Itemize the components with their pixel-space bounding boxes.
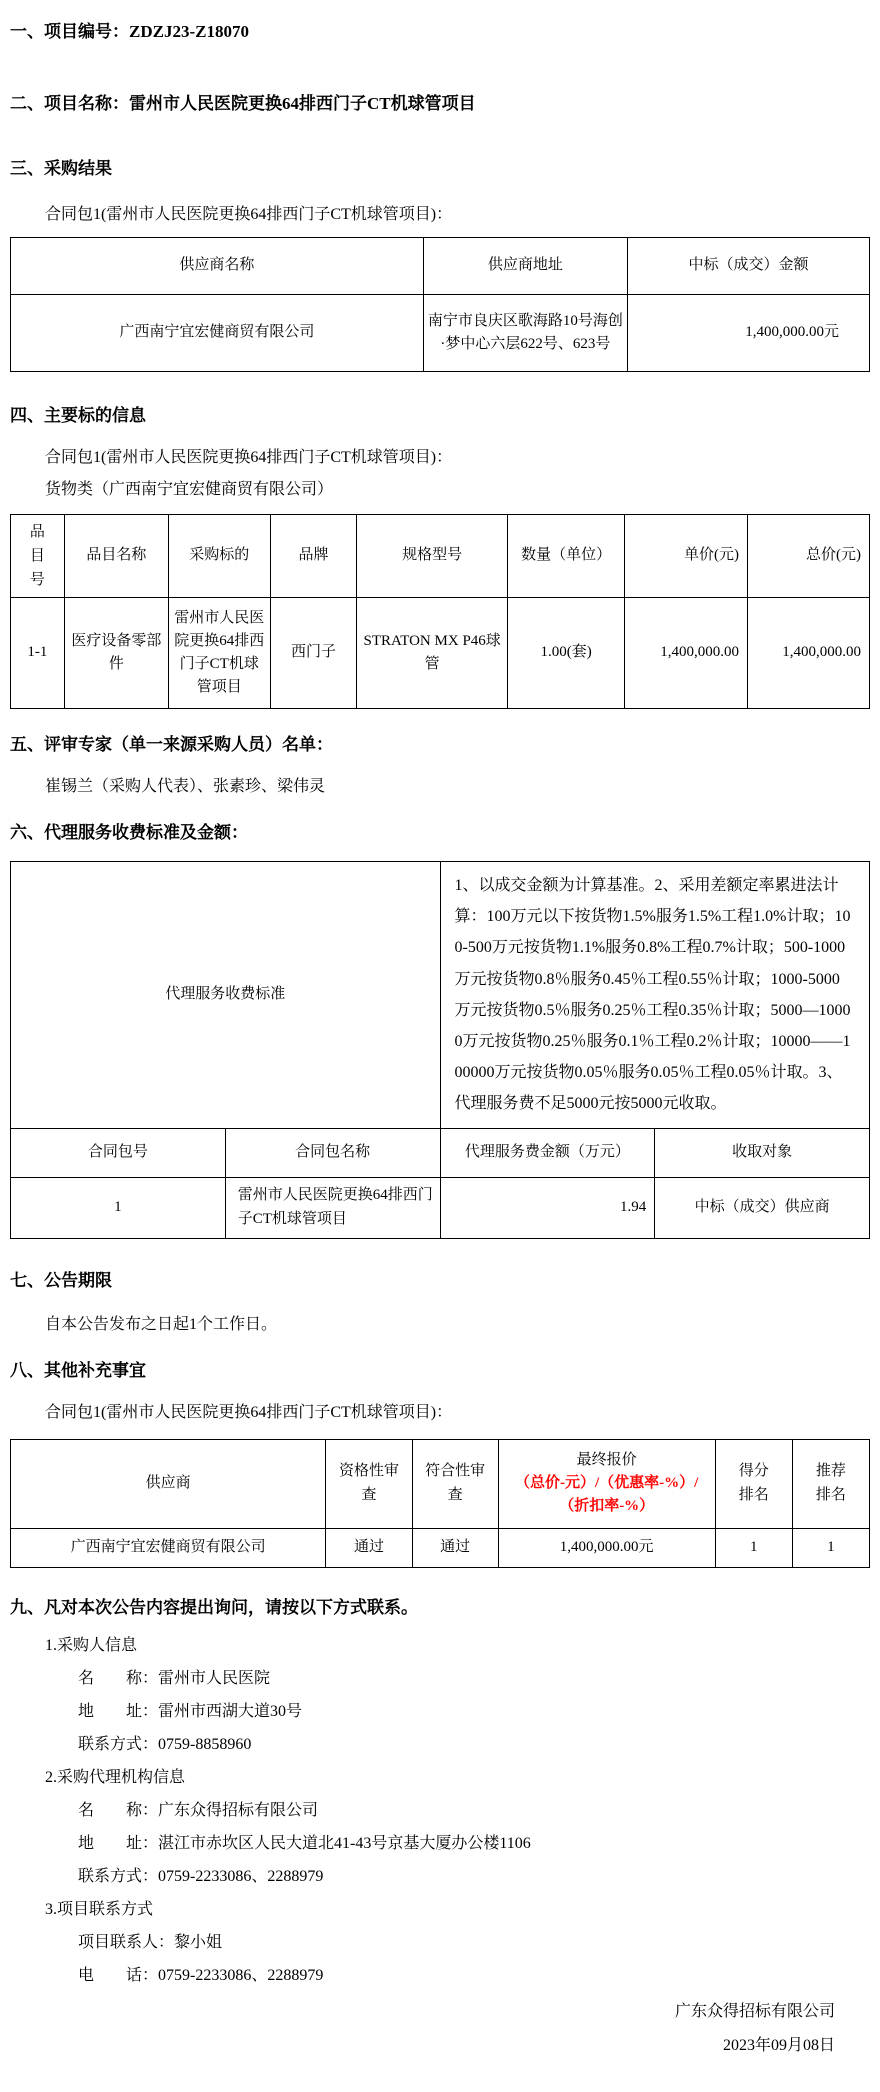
main-subject-table — [10, 514, 870, 709]
footer-agency-name: 广东众得招标有限公司 — [674, 2002, 835, 2020]
supplier-address-cell: 南宁市良庆区歌海路10号海创·梦中心六层622号、623号 — [423, 295, 627, 372]
model-header: 规格型号 — [357, 515, 507, 598]
recommend-rank-header-text: 推荐排名 — [815, 1463, 846, 1503]
supplier-name-cell: 广西南宁宜宏健商贸有限公司 — [11, 295, 424, 372]
unit-price-header: 单价(元) — [625, 515, 748, 598]
project-contact-heading: 3.项目联系方式 — [45, 1900, 154, 1918]
project-contact-phone: 电 话：0759-2233086、2288979 — [78, 1966, 324, 1984]
supplementary-package-line: 合同包1(雷州市人民医院更换64排西门子CT机球管项目)： — [45, 1403, 453, 1421]
supplementary-review-table — [10, 1439, 870, 1568]
purchaser-name: 名 称：雷州市人民医院 — [78, 1669, 271, 1687]
section-agency-fee-title: 六、代理服务收费标准及金额： — [10, 823, 248, 842]
table-header-row — [11, 238, 870, 295]
fee-amount-header: 代理服务费金额（万元） — [440, 1128, 655, 1177]
table-header-row — [11, 515, 870, 598]
fee-standard-text-cell: 1、以成交金额为计算基准。2、采用差额定率累进法计算：100万元以下按货物1.5%服务1.5%工程1.0%计取；100-500万元按货物1.1%服务0.8%工程0.7%计取；500-1000万元按货物0.8％服务0.45％工程0.55％计取；1000-5000万元按货物0.5％服务0.25％工程0.35％计取；5000—10000万元按货物0.25％服务0.1％工程0.2％计取；10000——100000万元按货物0.05％服务0.05％工程0.05％计取。3、代理服务费不足5000元按5000元收取。 — [440, 862, 870, 1129]
recommend-rank-cell: 1 — [792, 1528, 869, 1567]
supplier-address-header: 供应商地址 — [423, 238, 627, 295]
package-name-cell: 雷州市人民医院更换64排西门子CT机球管项目 — [225, 1177, 440, 1238]
score-rank-header-text: 得分排名 — [738, 1463, 769, 1503]
table-row — [11, 1528, 870, 1567]
result-package-line: 合同包1(雷州市人民医院更换64排西门子CT机球管项目)： — [45, 206, 453, 223]
fee-standard-label-cell: 代理服务收费标准 — [11, 862, 441, 1129]
subject-package-line: 合同包1(雷州市人民医院更换64排西门子CT机球管项目)： — [45, 449, 453, 466]
item-name-cell: 医疗设备零部件 — [64, 598, 168, 709]
section-project-name-title: 二、项目名称：雷州市人民医院更换64排西门子CT机球管项目 — [10, 94, 476, 113]
supplier-header: 供应商 — [11, 1439, 326, 1528]
conformity-review-cell: 通过 — [412, 1528, 498, 1567]
agency-fee-table — [10, 861, 870, 1239]
final-quote-cell: 1,400,000.00元 — [498, 1528, 715, 1567]
recommend-rank-header — [792, 1439, 869, 1528]
procurement-result-table — [10, 237, 870, 372]
package-no-header: 合同包号 — [11, 1128, 226, 1177]
award-amount-cell: 1,400,000.00元 — [628, 295, 870, 372]
section-project-number-title: 一、项目编号：ZDZJ23-Z18070 — [10, 22, 249, 41]
section-experts-title: 五、评审专家（单一来源采购人员）名单： — [10, 735, 333, 754]
package-no-cell: 1 — [11, 1177, 226, 1238]
qualification-review-cell: 通过 — [326, 1528, 412, 1567]
section-main-subject-title: 四、主要标的信息 — [10, 406, 146, 425]
table-header-row — [11, 1439, 870, 1528]
purchaser-address: 地 址：雷州市西湖大道30号 — [78, 1702, 303, 1720]
item-no-header — [11, 515, 65, 598]
agency-address: 地 址：湛江市赤坎区人民大道北41-43号京基大厦办公楼1106 — [78, 1834, 531, 1852]
fee-standard-row — [11, 862, 870, 1129]
table-header-row — [11, 1128, 870, 1177]
fee-amount-cell: 1.94 — [440, 1177, 655, 1238]
agency-info-heading: 2.采购代理机构信息 — [45, 1768, 186, 1786]
award-amount-header: 中标（成交）金额 — [628, 238, 870, 295]
footer-date: 2023年09月08日 — [722, 2036, 835, 2054]
quantity-cell: 1.00(套) — [507, 598, 624, 709]
model-cell: STRATON MX P46球管 — [357, 598, 507, 709]
agency-contact: 联系方式：0759-2233086、2288979 — [78, 1867, 324, 1885]
project-contact-person: 项目联系人：黎小姐 — [78, 1933, 223, 1951]
brand-cell: 西门子 — [270, 598, 357, 709]
item-name-header: 品目名称 — [64, 515, 168, 598]
purchaser-contact: 联系方式：0759-8858960 — [78, 1735, 252, 1753]
subject-category-line: 货物类（广西南宁宜宏健商贸有限公司） — [45, 481, 334, 498]
announcement-period-text: 自本公告发布之日起1个工作日。 — [45, 1315, 278, 1333]
total-price-cell: 1,400,000.00 — [748, 598, 870, 709]
experts-names: 崔锡兰（采购人代表）、张素珍、梁伟灵 — [45, 778, 326, 795]
item-no-cell: 1-1 — [11, 598, 65, 709]
brand-header: 品牌 — [270, 515, 357, 598]
table-row — [11, 598, 870, 709]
purchaser-info-heading: 1.采购人信息 — [45, 1636, 138, 1654]
section-procurement-result-title: 三、采购结果 — [10, 159, 112, 178]
unit-price-cell: 1,400,000.00 — [625, 598, 748, 709]
total-price-header: 总价(元) — [748, 515, 870, 598]
qualification-review-header: 资格性审查 — [326, 1439, 412, 1528]
supplier-name-header: 供应商名称 — [11, 238, 424, 295]
subject-cell: 雷州市人民医院更换64排西门子CT机球管项目 — [168, 598, 270, 709]
final-quote-header — [498, 1439, 715, 1528]
table-row — [11, 295, 870, 372]
table-row — [11, 1177, 870, 1238]
quantity-header: 数量（单位） — [507, 515, 624, 598]
item-no-header-text: 品目号 — [29, 523, 45, 588]
agency-name: 名 称：广东众得招标有限公司 — [78, 1801, 319, 1819]
final-quote-header-black: 最终报价 — [576, 1451, 637, 1468]
conformity-review-header: 符合性审查 — [412, 1439, 498, 1528]
package-name-header: 合同包名称 — [225, 1128, 440, 1177]
section-supplementary-title: 八、其他补充事宜 — [10, 1360, 146, 1380]
final-quote-header-red: （总价-元）/（优惠率-%）/（折扣率-%） — [515, 1474, 699, 1515]
subject-header: 采购标的 — [168, 515, 270, 598]
score-rank-cell: 1 — [715, 1528, 792, 1567]
supplier-cell: 广西南宁宜宏健商贸有限公司 — [11, 1528, 326, 1567]
score-rank-header — [715, 1439, 792, 1528]
section-announcement-period-title: 七、公告期限 — [10, 1270, 112, 1290]
fee-payer-header: 收取对象 — [655, 1128, 870, 1177]
fee-payer-cell: 中标（成交）供应商 — [655, 1177, 870, 1238]
section-contact-title: 九、凡对本次公告内容提出询问，请按以下方式联系。 — [10, 1597, 418, 1617]
